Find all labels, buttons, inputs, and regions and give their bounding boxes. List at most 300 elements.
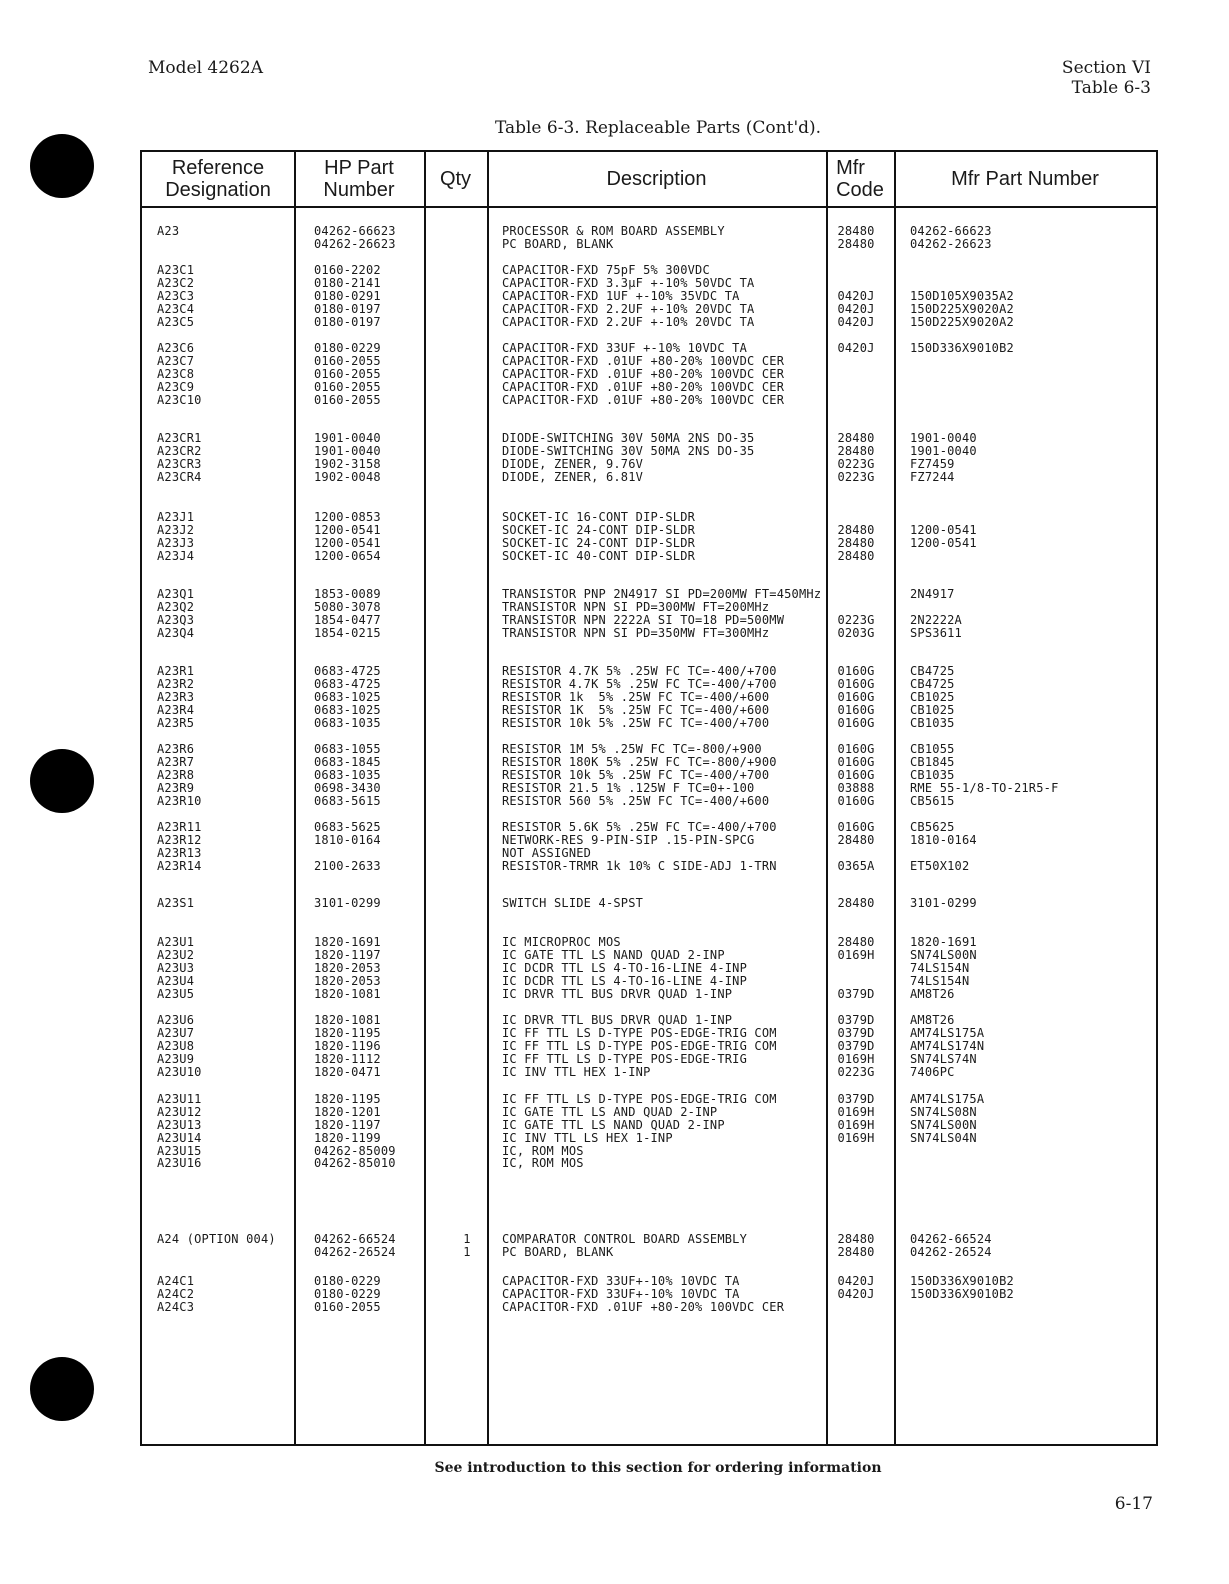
table-cell-line: IC FF TTL LS D-TYPE POS-EDGE-TRIG: [502, 1051, 748, 1066]
table-cell-line: 28480: [837, 832, 875, 847]
table-cell-line: [826, 975, 886, 988]
table-cell-line: CB1055: [910, 742, 955, 756]
table-cell-line: A23CR2: [157, 443, 202, 458]
table-cell-line: 0683-5625: [314, 820, 381, 834]
cell-mpn: [910, 588, 962, 640]
cell-ref: [157, 342, 202, 406]
cell-ref: [157, 1093, 202, 1170]
cell-hp: [314, 1014, 381, 1078]
table-cell-line: 1200-0853: [314, 510, 381, 524]
table-cell-line: [826, 601, 886, 614]
table-cell-line: 0160-2055: [314, 353, 381, 368]
table-cell-line: A23R12: [157, 832, 202, 847]
cell-qty: [442, 225, 492, 251]
table-cell-line: 1820-1081: [314, 1013, 381, 1027]
table-cell-line: CAPACITOR-FXD 33UF+-10% 10VDC TA: [502, 1286, 740, 1301]
table-cell-line: FZ7459: [910, 456, 955, 471]
table-cell-line: 1200-0541: [910, 535, 977, 550]
table-cell-line: CAPACITOR-FXD 1UF +-10% 35VDC TA: [502, 288, 740, 303]
table-cell-line: 1854-0215: [314, 625, 381, 640]
table-cell-line: 1820-2053: [314, 960, 381, 975]
table-cell-line: [826, 1157, 886, 1170]
table-title: Table 6-3. Replaceable Parts (Cont'd).: [494, 118, 822, 138]
table-cell-line: 1854-0477: [314, 612, 381, 627]
table-cell-line: A23U8: [157, 1038, 195, 1053]
table-cell-line: TRANSISTOR NPN SI PD=300MW FT=200MHz: [502, 599, 770, 614]
table-cell-line: CB4725: [910, 676, 955, 691]
table-cell-line: 28480: [837, 896, 875, 910]
table-cell-line: AM74LS175A: [910, 1025, 985, 1040]
table-cell-line: DIODE-SWITCHING 30V 50MA 2NS DO-35: [502, 443, 755, 458]
table-cell-line: A23U6: [157, 1013, 195, 1027]
table-cell-line: A23CR3: [157, 456, 202, 471]
table-cell-line: 0223G: [837, 612, 875, 627]
table-cell-line: 0160G: [837, 676, 875, 691]
cell-hp: [314, 1233, 396, 1259]
cell-mfr: [826, 936, 886, 1000]
table-cell-line: SOCKET-IC 24-CONT DIP-SLDR: [502, 522, 696, 537]
table-cell-line: 1901-0040: [910, 443, 977, 458]
table-cell-line: 1820-1691: [910, 935, 977, 949]
col-header-description: Description: [606, 168, 707, 190]
table-cell-line: CAPACITOR-FXD .01UF +80-20% 100VDC CER: [502, 379, 785, 394]
table-cell-line: 1200-0654: [314, 548, 381, 563]
cell-hp: [314, 588, 381, 640]
table-cell-line: IC, ROM MOS: [502, 1143, 584, 1158]
cell-desc: [502, 665, 777, 729]
table-cell-line: 150D105X9035A2: [910, 288, 1014, 303]
table-cell-line: IC DRVR TTL BUS DRVR QUAD 1-INP: [502, 986, 733, 1001]
table-cell-line: 0180-0229: [314, 1274, 381, 1288]
table-cell-line: 1200-0541: [314, 522, 381, 537]
table-cell-line: IC DCDR TTL LS 4-TO-16-LINE 4-INP: [502, 960, 748, 975]
table-cell-line: A23U16: [157, 1156, 202, 1171]
table-cell-line: SN74LS04N: [910, 1130, 977, 1145]
cell-mfr: [826, 897, 886, 910]
table-cell-line: [910, 550, 977, 563]
table-cell-line: IC DRVR TTL BUS DRVR QUAD 1-INP: [502, 1013, 733, 1027]
table-cell-line: DIODE, ZENER, 9.76V: [502, 456, 644, 471]
table-cell-line: A23J3: [157, 535, 195, 550]
cell-mpn: [910, 743, 1059, 807]
table-cell-line: 0223G: [837, 469, 875, 484]
table-cell-line: 1820-1197: [314, 947, 381, 962]
table-cell-line: A23C4: [157, 301, 195, 316]
table-cell-line: A23R1: [157, 664, 195, 678]
cell-hp: [314, 936, 381, 1000]
cell-mfr: [826, 1093, 886, 1170]
col-header-reference: Reference Designation: [165, 157, 271, 201]
col-divider-1: [294, 152, 296, 1444]
table-cell-line: A23U4: [157, 973, 195, 988]
table-cell-line: 1820-1691: [314, 935, 381, 949]
binder-hole-bottom: [30, 1357, 94, 1421]
col-header-mfr-code: Mfr Code: [836, 157, 884, 201]
table-cell-line: A23R4: [157, 702, 195, 717]
cell-mpn: [910, 1093, 984, 1170]
table-cell-line: A23J2: [157, 522, 195, 537]
table-cell-line: SPS3611: [910, 625, 962, 640]
cell-mfr: [826, 1014, 886, 1078]
cell-hp: [314, 1093, 396, 1170]
table-cell-line: IC GATE TTL LS NAND QUAD 2-INP: [502, 947, 725, 962]
table-cell-line: A23U12: [157, 1104, 202, 1119]
table-cell-line: [826, 962, 886, 975]
table-cell-line: A24C3: [157, 1299, 195, 1314]
table-cell-line: RESISTOR 1M 5% .25W FC TC=-800/+900: [502, 742, 762, 756]
table-cell-line: [910, 847, 977, 860]
table-cell-line: 0160G: [837, 754, 875, 769]
table-cell-line: A23R8: [157, 767, 195, 782]
cell-mpn: [910, 821, 977, 873]
table-cell-line: CAPACITOR-FXD 33UF+-10% 10VDC TA: [502, 1274, 740, 1288]
table-cell-line: A23Q1: [157, 587, 195, 601]
table-cell-line: 0683-1025: [314, 689, 381, 704]
table-cell-line: [910, 1157, 984, 1170]
table-cell-line: [826, 264, 886, 277]
ordering-footnote: See introduction to this section for ordering information: [434, 1460, 882, 1476]
cell-ref: [157, 1014, 202, 1078]
table-cell-line: [157, 1246, 276, 1259]
cell-hp: [314, 743, 381, 807]
cell-desc: [502, 511, 695, 563]
table-cell-line: AM74LS175A: [910, 1092, 985, 1106]
table-cell-line: IC FF TTL LS D-TYPE POS-EDGE-TRIG COM: [502, 1038, 777, 1053]
section-header: [1062, 58, 1151, 98]
table-cell-line: 04262-66623: [314, 224, 396, 238]
table-cell-line: 04262-85010: [314, 1156, 396, 1171]
table-cell-line: 04262-66524: [314, 1232, 396, 1246]
table-cell-line: RESISTOR 560 5% .25W FC TC=-400/+600: [502, 793, 770, 808]
table-cell-line: 0160-2055: [314, 1299, 381, 1314]
table-cell-line: SN74LS00N: [910, 1117, 977, 1132]
col-header-hp-part: HP Part Number: [323, 157, 395, 201]
table-cell-line: A23CR4: [157, 469, 202, 484]
table-cell-line: 1820-1201: [314, 1104, 381, 1119]
table-cell-line: 0223G: [837, 1064, 875, 1079]
table-cell-line: RESISTOR-TRMR 1k 10% C SIDE-ADJ 1-TRN: [502, 858, 777, 873]
table-cell-line: CB4725: [910, 664, 955, 678]
col-divider-5: [894, 152, 896, 1444]
table-cell-line: A23U7: [157, 1025, 195, 1040]
table-cell-line: 0420J: [837, 301, 875, 316]
table-cell-line: A23R3: [157, 689, 195, 704]
table-cell-line: 0379D: [837, 1025, 875, 1040]
table-cell-line: 0379D: [837, 1013, 875, 1027]
table-cell-line: 150D336X9010B2: [910, 1274, 1014, 1288]
table-cell-line: 28480: [837, 224, 875, 238]
model-label: Model 4262A: [148, 58, 263, 78]
table-cell-line: A23R9: [157, 780, 195, 795]
table-cell-line: SN74LS00N: [910, 947, 977, 962]
table-cell-line: 0169H: [837, 1104, 875, 1119]
cell-hp: [314, 1275, 381, 1314]
cell-qty: [442, 1233, 492, 1259]
table-cell-line: NETWORK-RES 9-PIN-SIP .15-PIN-SPCG: [502, 832, 755, 847]
table-cell-line: A23R2: [157, 676, 195, 691]
table-cell-line: A23S1: [157, 896, 195, 910]
table-cell-line: A23C3: [157, 288, 195, 303]
table-cell-line: 0180-2141: [314, 275, 381, 290]
table-cell-line: FZ7244: [910, 469, 955, 484]
binder-hole-top: [30, 134, 94, 198]
table-cell-line: [826, 1301, 886, 1314]
table-cell-line: 0683-1845: [314, 754, 381, 769]
table-cell-line: [910, 1301, 1014, 1314]
table-cell-line: 0160G: [837, 689, 875, 704]
table-cell-line: RESISTOR 10k 5% .25W FC TC=-400/+700: [502, 715, 770, 730]
cell-hp: [314, 665, 381, 729]
table-cell-line: A23C10: [157, 392, 202, 407]
table-cell-line: 0160G: [837, 742, 875, 756]
table-cell-line: 74LS154N: [910, 973, 970, 988]
table-cell-line: A23U10: [157, 1064, 202, 1079]
table-cell-line: [826, 511, 886, 524]
table-cell-line: 0379D: [837, 986, 875, 1001]
table-cell-line: 2100-2633: [314, 858, 381, 873]
cell-mfr: [826, 511, 886, 563]
cell-hp: [314, 264, 381, 328]
table-cell-line: CAPACITOR-FXD .01UF +80-20% 100VDC CER: [502, 1299, 785, 1314]
cell-desc: [502, 225, 725, 251]
table-cell-line: [910, 264, 1014, 277]
table-cell-line: 0379D: [837, 1092, 875, 1106]
table-cell-line: 1200-0541: [910, 522, 977, 537]
table-cell-line: SN74LS08N: [910, 1104, 977, 1119]
table-cell-line: 3101-0299: [314, 896, 381, 910]
table-cell-line: [910, 381, 1014, 394]
table-cell-line: [910, 1145, 984, 1158]
table-cell-line: CB1025: [910, 702, 955, 717]
table-cell-line: CAPACITOR-FXD .01UF +80-20% 100VDC CER: [502, 353, 785, 368]
table-cell-line: [826, 847, 886, 860]
cell-mpn: [910, 432, 977, 484]
table-cell-line: 1820-1112: [314, 1051, 381, 1066]
table-cell-line: AM8T26: [910, 986, 955, 1001]
table-cell-line: 0683-1035: [314, 767, 381, 782]
cell-desc: [502, 936, 747, 1000]
table-cell-line: 0180-0229: [314, 1286, 381, 1301]
table-cell-line: 0160G: [837, 702, 875, 717]
table-cell-line: DIODE-SWITCHING 30V 50MA 2NS DO-35: [502, 431, 755, 445]
table-cell-line: A23C9: [157, 379, 195, 394]
table-cell-line: 1810-0164: [314, 832, 381, 847]
table-cell-line: [826, 1145, 886, 1158]
table-cell-line: 28480: [837, 1244, 875, 1259]
table-cell-line: A23U14: [157, 1130, 202, 1145]
table-cell-line: A23U5: [157, 986, 195, 1001]
table-cell-line: 1853-0089: [314, 587, 381, 601]
table-cell-line: [826, 394, 886, 407]
cell-ref: [157, 743, 202, 807]
table-cell-line: 7406PC: [910, 1064, 955, 1079]
col-divider-2: [424, 152, 426, 1444]
table-cell-line: TRANSISTOR PNP 2N4917 SI PD=200MW FT=450MHz: [502, 587, 822, 601]
cell-ref: [157, 511, 194, 563]
page-number: 6-17: [1114, 1494, 1153, 1514]
cell-ref: [157, 432, 202, 484]
table-cell-line: 0683-1035: [314, 715, 381, 730]
table-cell-line: 1901-0040: [314, 431, 381, 445]
table-cell-line: IC DCDR TTL LS 4-TO-16-LINE 4-INP: [502, 973, 748, 988]
table-cell-line: A23U3: [157, 960, 195, 975]
table-cell-line: SWITCH SLIDE 4-SPST: [502, 896, 644, 910]
table-cell-line: IC FF TTL LS D-TYPE POS-EDGE-TRIG COM: [502, 1025, 777, 1040]
table-cell-line: CAPACITOR-FXD 2.2UF +-10% 20VDC TA: [502, 314, 755, 329]
table-cell-line: A23Q4: [157, 625, 195, 640]
table-cell-line: [910, 355, 1014, 368]
table-cell-line: 0160G: [837, 715, 875, 730]
table-cell-line: NOT ASSIGNED: [502, 845, 592, 860]
table-cell-line: A23CR1: [157, 431, 202, 445]
table-cell-line: A23U9: [157, 1051, 195, 1066]
table-cell-line: 1901-0040: [314, 443, 381, 458]
cell-desc: [502, 1275, 784, 1314]
table-cell-line: 1820-1196: [314, 1038, 381, 1053]
table-cell-line: 150D336X9010B2: [910, 341, 1014, 355]
table-cell-line: A23C5: [157, 314, 195, 329]
table-cell-line: RESISTOR 4.7K 5% .25W FC TC=-400/+700: [502, 664, 777, 678]
table-cell-line: AM8T26: [910, 1013, 955, 1027]
table-cell-line: 0420J: [837, 341, 875, 355]
table-cell-line: 1820-1081: [314, 986, 381, 1001]
table-cell-line: RESISTOR 4.7K 5% .25W FC TC=-400/+700: [502, 676, 777, 691]
cell-mpn: [910, 1233, 992, 1259]
table-cell-line: 0169H: [837, 1051, 875, 1066]
table-cell-line: A23C7: [157, 353, 195, 368]
table-cell-line: 1820-1195: [314, 1092, 381, 1106]
table-cell-line: [826, 588, 886, 601]
table-cell-line: 150D225X9020A2: [910, 301, 1014, 316]
table-cell-line: 0180-0197: [314, 314, 381, 329]
cell-hp: [314, 511, 381, 563]
table-cell-line: A23J4: [157, 548, 195, 563]
table-cell-line: A23R6: [157, 742, 195, 756]
table-cell-line: [314, 847, 381, 860]
table-cell-line: 2N2222A: [910, 612, 962, 627]
cell-mpn: [910, 936, 977, 1000]
table-cell-line: 1820-2053: [314, 973, 381, 988]
table-cell-line: PROCESSOR & ROM BOARD ASSEMBLY: [502, 224, 725, 238]
table-cell-line: CB1845: [910, 754, 955, 769]
table-cell-line: 0160-2055: [314, 366, 381, 381]
table-cell-line: [910, 368, 1014, 381]
table-cell-line: 1820-1199: [314, 1130, 381, 1145]
cell-mpn: [910, 1014, 984, 1078]
table-cell-line: 150D336X9010B2: [910, 1286, 1014, 1301]
col-header-qty: Qty: [439, 168, 472, 190]
table-cell-line: A23C2: [157, 275, 195, 290]
table-cell-line: [826, 277, 886, 290]
table-cell-line: CAPACITOR-FXD 75pF 5% 300VDC: [502, 263, 710, 277]
table-cell-line: 0420J: [837, 1274, 875, 1288]
table-cell-line: CB1035: [910, 715, 955, 730]
table-cell-line: 0160G: [837, 664, 875, 678]
table-cell-line: 0683-5615: [314, 793, 381, 808]
table-cell-line: 04262-66623: [910, 224, 992, 238]
cell-ref: [157, 1275, 194, 1314]
table-cell-line: 28480: [837, 535, 875, 550]
table-cell-line: SN74LS74N: [910, 1051, 977, 1066]
cell-mpn: [910, 264, 1014, 328]
table-cell-line: 0160-2202: [314, 263, 381, 277]
table-cell-line: 28480: [837, 236, 875, 251]
table-cell-line: A23R10: [157, 793, 202, 808]
table-cell-line: SOCKET-IC 40-CONT DIP-SLDR: [502, 548, 696, 563]
table-cell-line: A23R14: [157, 858, 202, 873]
cell-mfr: [826, 225, 886, 251]
table-cell-line: IC GATE TTL LS AND QUAD 2-INP: [502, 1104, 718, 1119]
table-cell-line: 0683-4725: [314, 664, 381, 678]
table-cell-line: 0160G: [837, 767, 875, 782]
table-cell-line: 28480: [837, 1232, 875, 1246]
table-cell-line: A23C1: [157, 263, 195, 277]
table-cell-line: A24 (OPTION 004): [157, 1232, 276, 1246]
cell-mpn: [910, 665, 955, 729]
table-cell-line: 0180-0291: [314, 288, 381, 303]
table-cell-line: [826, 368, 886, 381]
table-cell-line: 04262-26524: [910, 1244, 992, 1259]
table-cell-line: A23R5: [157, 715, 195, 730]
table-cell-line: 28480: [837, 935, 875, 949]
table-cell-line: A23Q3: [157, 612, 195, 627]
table-cell-line: A23R7: [157, 754, 195, 769]
cell-mfr: [826, 1275, 886, 1314]
table-cell-line: IC MICROPROC MOS: [502, 935, 621, 949]
cell-hp: [314, 821, 381, 873]
table-cell-line: [826, 355, 886, 368]
table-cell-line: SOCKET-IC 16-CONT DIP-SLDR: [502, 510, 696, 524]
table-cell-line: 0683-1025: [314, 702, 381, 717]
table-cell-line: DIODE, ZENER, 6.81V: [502, 469, 644, 484]
cell-mpn: [910, 1275, 1014, 1314]
table-cell-line: A23U15: [157, 1143, 202, 1158]
table-cell-line: 04262-26623: [314, 236, 396, 251]
table-cell-line: TRANSISTOR NPN 2222A SI TO=18 PD=500MW: [502, 612, 785, 627]
table-cell-line: RME 55-1/8-TO-21R5-F: [910, 780, 1059, 795]
table-cell-line: 74LS154N: [910, 960, 970, 975]
table-cell-line: 0160-2055: [314, 392, 381, 407]
table-cell-line: [910, 277, 1014, 290]
table-cell-line: CAPACITOR-FXD 33UF +-10% 10VDC TA: [502, 341, 748, 355]
cell-mfr: [826, 665, 886, 729]
table-cell-line: 1820-0471: [314, 1064, 381, 1079]
table-cell-line: 1902-3158: [314, 456, 381, 471]
table-cell-line: SOCKET-IC 24-CONT DIP-SLDR: [502, 535, 696, 550]
table-cell-line: 0169H: [837, 947, 875, 962]
cell-mpn: [910, 342, 1014, 406]
table-cell-line: RESISTOR 180K 5% .25W FC TC=-800/+900: [502, 754, 777, 769]
table-cell-line: RESISTOR 21.5 1% .125W F TC=0+-100: [502, 780, 755, 795]
table-cell-line: 1820-1197: [314, 1117, 381, 1132]
table-cell-line: [826, 381, 886, 394]
table-cell-line: A23U13: [157, 1117, 202, 1132]
cell-desc: [502, 1093, 777, 1170]
table-cell-line: CB5625: [910, 820, 955, 834]
table-cell-line: 0169H: [837, 1130, 875, 1145]
table-cell-line: [442, 225, 492, 238]
cell-desc: [502, 1014, 777, 1078]
table-cell-line: RESISTOR 5.6K 5% .25W FC TC=-400/+700: [502, 820, 777, 834]
table-cell-line: A23R13: [157, 845, 202, 860]
cell-ref: [157, 1233, 276, 1259]
cell-desc: [502, 743, 777, 807]
cell-mfr: [826, 588, 886, 640]
cell-mfr: [826, 432, 886, 484]
table-cell-line: [910, 394, 1014, 407]
cell-hp: [314, 897, 381, 910]
cell-ref: [157, 897, 194, 910]
